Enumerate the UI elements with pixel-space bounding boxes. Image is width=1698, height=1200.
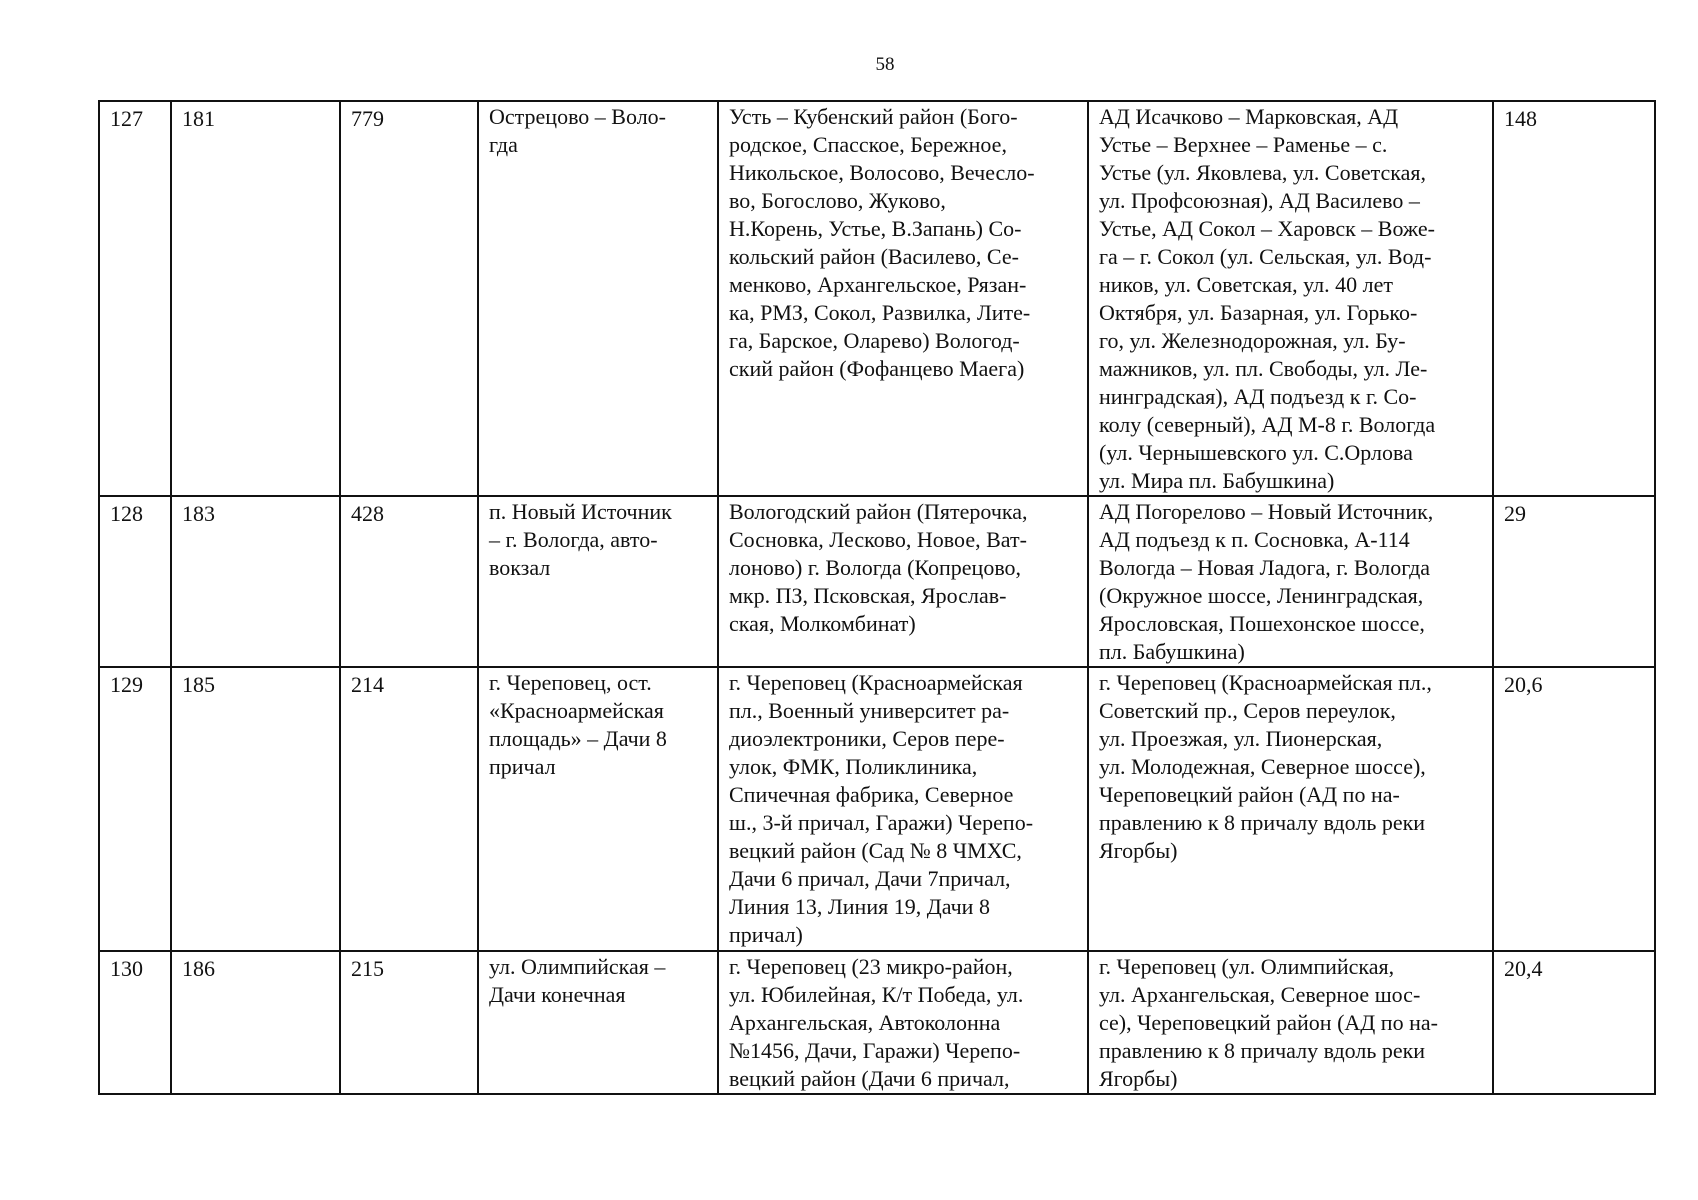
row-number-cell: 128: [99, 496, 171, 667]
stops-line: ская, Молкомбинат): [729, 611, 916, 636]
roads-line: АД подъезд к п. Сосновка, А-114: [1099, 527, 1410, 552]
route-name-line: Острецово – Воло-: [489, 104, 666, 129]
roads-line: АД Погорелово – Новый Источник,: [1099, 499, 1434, 524]
stops-line: вецкий район (Дачи 6 причал,: [729, 1066, 1010, 1091]
roads-cell: [1088, 951, 1493, 1094]
route-name-cell: [478, 667, 718, 951]
roads-cell: [1088, 101, 1493, 496]
stops-line: г. Череповец (Красноармейская: [729, 670, 1023, 695]
route-name-line: п. Новый Источник: [489, 499, 672, 524]
row-number-cell: 127: [99, 101, 171, 496]
route-number-cell: 183: [171, 496, 340, 667]
roads-line: ул. Архангельская, Северное шос-: [1099, 982, 1421, 1007]
route-number-cell: 185: [171, 667, 340, 951]
stops-line: №1456, Дачи, Гаражи) Черепо-: [729, 1038, 1021, 1063]
routes-table: [98, 100, 1656, 1095]
roads-line: пл. Бабушкина): [1099, 639, 1245, 664]
roads-line: г. Череповец (ул. Олимпийская,: [1099, 954, 1395, 979]
stops-line: Спичечная фабрика, Северное: [729, 782, 1014, 807]
roads-line: Октября, ул. Базарная, ул. Горько-: [1099, 300, 1418, 325]
stops-cell: [718, 101, 1088, 496]
stops-line: Дачи 6 причал, Дачи 7причал,: [729, 866, 1011, 891]
stops-line: Усть – Кубенский район (Бого-: [729, 104, 1018, 129]
table-row: [99, 951, 1655, 1094]
roads-line: ул. Проезжая, ул. Пионерская,: [1099, 726, 1383, 751]
route-length-cell: 20,6: [1493, 667, 1655, 951]
route-name-cell: [478, 496, 718, 667]
roads-line: Советский пр., Серов переулок,: [1099, 698, 1396, 723]
stops-line: ш., 3-й причал, Гаражи) Черепо-: [729, 810, 1034, 835]
stops-line: ский район (Фофанцево Маега): [729, 356, 1025, 381]
stops-line: Архангельская, Автоколонна: [729, 1010, 1001, 1035]
roads-cell: [1088, 667, 1493, 951]
route-name-cell: [478, 951, 718, 1094]
roads-cell: [1088, 496, 1493, 667]
route-length-cell: 148: [1493, 101, 1655, 496]
roads-line: нинградская), АД подъезд к г. Со-: [1099, 384, 1417, 409]
roads-line: колу (северный), АД М-8 г. Вологда: [1099, 412, 1436, 437]
stops-line: г. Череповец (23 микро-район,: [729, 954, 1013, 979]
stops-line: улок, ФМК, Поликлиника,: [729, 754, 978, 779]
roads-line: Устье – Верхнее – Раменье – с.: [1099, 132, 1388, 157]
route-name-line: – г. Вологда, авто-: [489, 527, 658, 552]
stops-line: Н.Корень, Устье, В.Запань) Со-: [729, 216, 1022, 241]
page-number: 58: [875, 54, 895, 75]
stops-line: вецкий район (Сад № 8 ЧМХС,: [729, 838, 1022, 863]
roads-line: (ул. Чернышевского ул. С.Орлова: [1099, 440, 1413, 465]
stops-cell: [718, 496, 1088, 667]
route-name-line: ул. Олимпийская –: [489, 954, 666, 979]
route-name-line: «Красноармейская: [489, 698, 664, 723]
roads-line: ул. Мира пл. Бабушкина): [1099, 468, 1335, 493]
stops-line: Вологодский район (Пятерочка,: [729, 499, 1028, 524]
row-number-cell: 129: [99, 667, 171, 951]
stops-line: причал): [729, 922, 803, 947]
roads-line: г. Череповец (Красноармейская пл.,: [1099, 670, 1432, 695]
stops-line: га, Барское, Оларево) Вологод-: [729, 328, 1020, 353]
stops-line: ул. Юбилейная, К/т Победа, ул.: [729, 982, 1024, 1007]
stops-line: родское, Спасское, Бережное,: [729, 132, 1007, 157]
roads-line: Вологда – Новая Ладога, г. Вологда: [1099, 555, 1431, 580]
roads-line: Устье (ул. Яковлева, ул. Советская,: [1099, 160, 1426, 185]
roads-line: Ягорбы): [1099, 1066, 1178, 1091]
roads-line: го, ул. Железнодорожная, ул. Бу-: [1099, 328, 1406, 353]
roads-line: Череповецкий район (АД по на-: [1099, 782, 1400, 807]
stops-line: Линия 13, Линия 19, Дачи 8: [729, 894, 990, 919]
route-name-line: причал: [489, 754, 556, 779]
roads-line: ников, ул. Советская, ул. 40 лет: [1099, 272, 1393, 297]
route-name-cell: [478, 101, 718, 496]
stops-line: лоново) г. Вологда (Копрецово,: [729, 555, 1022, 580]
table-row: [99, 101, 1655, 496]
stops-line: мкр. ПЗ, Псковская, Ярослав-: [729, 583, 1007, 608]
stops-line: менково, Архангельское, Рязан-: [729, 272, 1027, 297]
stops-line: диоэлектроники, Серов пере-: [729, 726, 1005, 751]
route-name-line: гда: [489, 132, 518, 157]
roads-line: правлению к 8 причалу вдоль реки: [1099, 1038, 1426, 1063]
table-row: [99, 496, 1655, 667]
roads-line: ул. Молодежная, Северное шоссе),: [1099, 754, 1426, 779]
route-code-cell: 779: [340, 101, 478, 496]
roads-line: мажников, ул. пл. Свободы, ул. Ле-: [1099, 356, 1428, 381]
route-length-cell: 20,4: [1493, 951, 1655, 1094]
stops-line: во, Богослово, Жуково,: [729, 188, 946, 213]
row-number-cell: 130: [99, 951, 171, 1094]
route-name-line: площадь» – Дачи 8: [489, 726, 667, 751]
route-code-cell: 428: [340, 496, 478, 667]
route-code-cell: 214: [340, 667, 478, 951]
route-name-line: Дачи конечная: [489, 982, 626, 1007]
stops-line: Сосновка, Лесково, Новое, Ват-: [729, 527, 1027, 552]
roads-line: АД Исачково – Марковская, АД: [1099, 104, 1399, 129]
stops-line: кольский район (Василево, Се-: [729, 244, 1019, 269]
roads-line: правлению к 8 причалу вдоль реки: [1099, 810, 1426, 835]
route-name-line: г. Череповец, ост.: [489, 670, 652, 695]
roads-line: Устье, АД Сокол – Харовск – Воже-: [1099, 216, 1435, 241]
stops-cell: [718, 667, 1088, 951]
roads-line: Ягорбы): [1099, 838, 1178, 863]
stops-line: пл., Военный университет ра-: [729, 698, 1010, 723]
route-name-line: вокзал: [489, 555, 551, 580]
route-number-cell: 181: [171, 101, 340, 496]
stops-line: Никольское, Волосово, Вечесло-: [729, 160, 1035, 185]
stops-cell: [718, 951, 1088, 1094]
roads-line: га – г. Сокол (ул. Сельская, ул. Вод-: [1099, 244, 1432, 269]
route-length-cell: 29: [1493, 496, 1655, 667]
route-number-cell: 186: [171, 951, 340, 1094]
roads-line: се), Череповецкий район (АД по на-: [1099, 1010, 1438, 1035]
route-code-cell: 215: [340, 951, 478, 1094]
table-row: [99, 667, 1655, 951]
roads-line: (Окружное шоссе, Ленинградская,: [1099, 583, 1424, 608]
stops-line: ка, РМЗ, Сокол, Развилка, Лите-: [729, 300, 1031, 325]
roads-line: Ярословская, Пошехонское шоссе,: [1099, 611, 1425, 636]
roads-line: ул. Профсоюзная), АД Василево –: [1099, 188, 1420, 213]
